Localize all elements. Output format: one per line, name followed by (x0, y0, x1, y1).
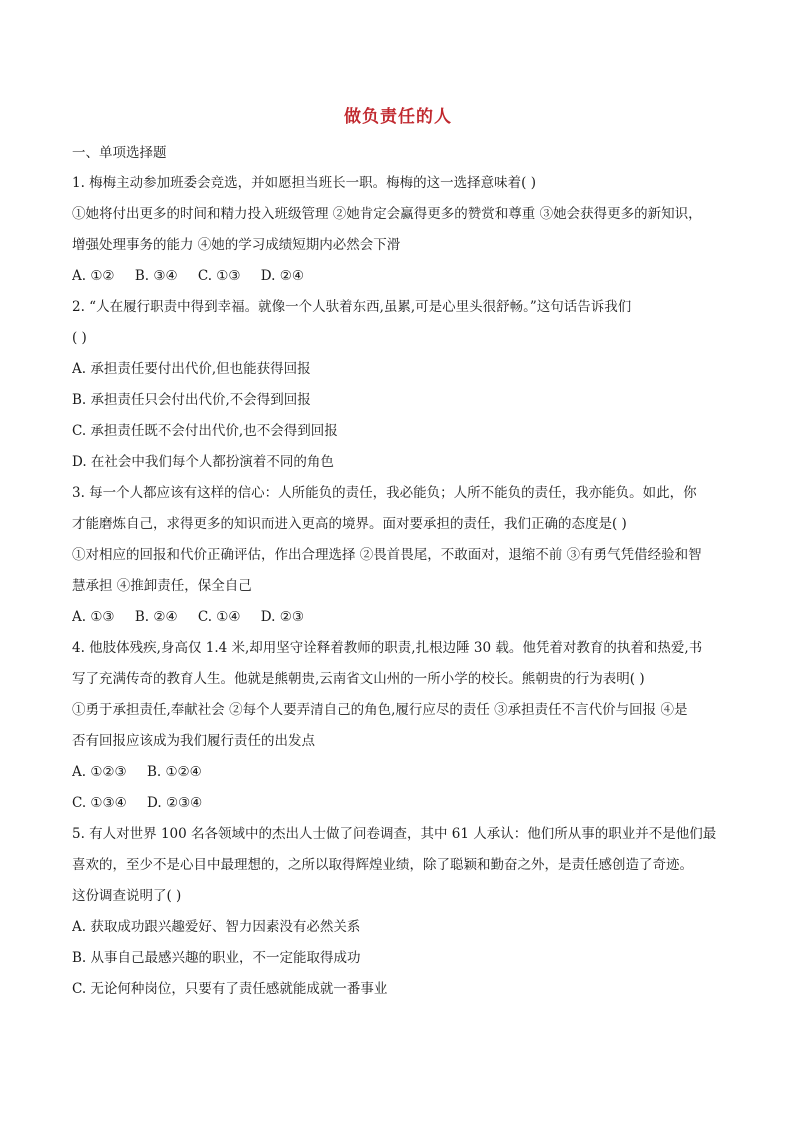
question-5-option-c: C. 无论何种岗位，只要有了责任感就能成就一番事业 (72, 981, 388, 997)
question-4-items-line-2: 否有回报应该成为我们履行责任的出发点 (72, 733, 315, 749)
question-2 (72, 294, 724, 475)
question-5-stem-line-1: 5. 有人对世界 100 名各领域中的杰出人士做了问卷调查，其中 61 人承认：他们所从事的职业并不是他们最 (72, 826, 717, 842)
question-2-option-b: B. 承担责任只会付出代价,不会得到回报 (72, 392, 311, 408)
question-3-option-a: A. ①③ (72, 609, 115, 625)
question-4-option-c: C. ①③④ (72, 795, 127, 811)
question-1-items-line-2: 增强处理事务的能力 ④她的学习成绩短期内必然会下滑 (72, 237, 401, 253)
question-4-option-a: A. ①②③ (72, 764, 127, 780)
question-1-items-line-1: ①她将付出更多的时间和精力投入班级管理 ②她肯定会赢得更多的赞赏和尊重 ③她会获得更多的新知识， (72, 206, 702, 222)
question-2-option-a: A. 承担责任要付出代价,但也能获得回报 (72, 361, 311, 377)
question-3-options (72, 604, 724, 630)
question-4-options-row-2 (72, 790, 724, 816)
question-1-options (72, 263, 724, 289)
question-2-option-c: C. 承担责任既不会付出代价,也不会得到回报 (72, 423, 338, 439)
question-4-option-b: B. ①②④ (146, 764, 202, 780)
question-5-stem-line-3: 这份调查说明了( ) (72, 888, 182, 904)
question-5 (72, 821, 724, 1002)
question-1-option-b: B. ③④ (134, 268, 178, 284)
document-title: 做负责任的人 (344, 107, 452, 127)
question-4-options-row-1 (72, 759, 724, 785)
question-4-stem-line-1: 4. 他肢体残疾,身高仅 1.4 米,却用坚守诠释着教师的职责,扎根边陲 30 载。他凭着对教育的执着和热爱,书 (72, 640, 703, 656)
question-1-option-d: D. ②④ (260, 268, 304, 284)
question-5-stem-line-2: 喜欢的，至少不是心目中最理想的，之所以取得辉煌业绩，除了聪颖和勤奋之外，是责任感创造了奇迹。 (72, 857, 693, 873)
question-3-option-c: C. ①④ (197, 609, 241, 625)
question-2-stem-line-1: 2. “人在履行职责中得到幸福。就像一个人驮着东西,虽累,可是心里头很舒畅。”这句话告诉我们 (72, 299, 632, 315)
question-1-option-c: C. ①③ (197, 268, 241, 284)
question-3-items-line-2: 慧承担 ④推卸责任，保全自己 (72, 578, 252, 594)
section-heading: 一、单项选择题 (72, 145, 167, 161)
question-4-stem-line-2: 写了充满传奇的教育人生。他就是熊朝贵,云南省文山州的一所小学的校长。熊朝贵的行为表明( ) (72, 671, 645, 687)
question-3-stem-line-1: 3. 每一个人都应该有这样的信心：人所能负的责任，我必能负；人所不能负的责任，我亦能负。如此，你 (72, 485, 697, 501)
question-1 (72, 170, 724, 289)
question-3 (72, 480, 724, 630)
question-5-option-a: A. 获取成功跟兴趣爱好、智力因素没有必然关系 (72, 919, 361, 935)
question-5-option-b: B. 从事自己最感兴趣的职业，不一定能取得成功 (72, 950, 361, 966)
question-2-option-d: D. 在社会中我们每个人都扮演着不同的角色 (72, 454, 334, 470)
question-3-option-b: B. ②④ (134, 609, 178, 625)
question-1-option-a: A. ①② (72, 268, 115, 284)
question-3-option-d: D. ②③ (260, 609, 304, 625)
question-3-items-line-1: ①对相应的回报和代价正确评估，作出合理选择 ②畏首畏尾，不敢面对，退缩不前 ③有勇气凭借经验和智 (72, 547, 702, 563)
question-3-stem-line-2: 才能磨炼自己，求得更多的知识而进入更高的境界。面对要承担的责任，我们正确的态度是( ) (72, 516, 627, 532)
question-2-stem-line-2: ( ) (72, 330, 87, 346)
question-4 (72, 635, 724, 816)
question-4-option-d: D. ②③④ (147, 795, 203, 811)
question-1-stem: 1. 梅梅主动参加班委会竞选，并如愿担当班长一职。梅梅的这一选择意味着( ) (72, 175, 536, 191)
question-4-items-line-1: ①勇于承担责任,奉献社会 ②每个人要弄清自己的角色,履行应尽的责任 ③承担责任不言代价与回报 ④是 (72, 702, 688, 718)
